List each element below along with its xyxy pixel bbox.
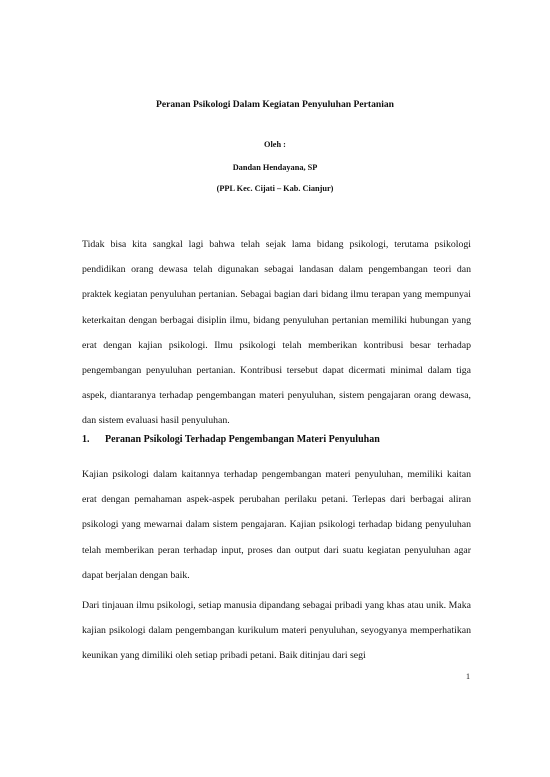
document-title: Peranan Psikologi Dalam Kegiatan Penyuluhan Pertanian xyxy=(156,99,394,110)
body-paragraph: Dari tinjauan ilmu psikologi, setiap manusia dipandang sebagai pribadi yang khas atau unik. Maka kajian psikologi dalam pengembangan kurikulum materi penyuluhan, seyogyanya memperhatikan keunikan yang dimiliki oleh setiap pribadi petani. Baik ditinjau dari segi xyxy=(82,600,471,662)
section-number: 1. xyxy=(82,434,90,445)
author-affiliation: (PPL Kec. Cijati – Kab. Cianjur) xyxy=(216,184,334,193)
section-title: Peranan Psikologi Terhadap Pengembangan Materi Penyuluhan xyxy=(105,434,380,445)
intro-paragraph: Tidak bisa kita sangkal lagi bahwa telah sejak lama bidang psikologi, terutama psikologi pendidikan orang dewasa telah digunakan sebagai landasan dalam pengembangan teori dan praktek kegiatan penyuluhan pertanian. Sebagai bagian dari bidang ilmu terapan yang mempunyai keterkaitan dengan berbagai disiplin ilmu, bidang penyuluhan pertanian memiliki hubungan yang erat dengan kajian psikologi. Ilmu psikologi telah memberikan kontribusi besar terhadap pengembangan penyuluhan pertanian. Kontribusi tersebut dapat dicermati minimal dalam tiga aspek, diantaranya terhadap pengembangan materi penyuluhan, sistem pengajaran orang dewasa, dan sistem evaluasi hasil penyuluhan. xyxy=(82,239,471,427)
body-paragraph: Kajian psikologi dalam kaitannya terhadap pengembangan materi penyuluhan, memiliki kaitan erat dengan pemahaman aspek-aspek perubahan perilaku petani. Terlepas dari berbagai aliran psikologi yang mewarnai dalam sistem pengajaran. Kajian psikologi terhadap bidang penyuluhan telah memberikan peran terhadap input, proses dan output dari suatu kegiatan penyuluhan agar dapat berjalan dengan baik. xyxy=(82,469,471,581)
section-heading xyxy=(82,434,380,445)
byline-label: Oleh : xyxy=(264,140,286,149)
author-name: Dandan Hendayana, SP xyxy=(232,163,318,172)
page-number: 1 xyxy=(466,672,470,681)
